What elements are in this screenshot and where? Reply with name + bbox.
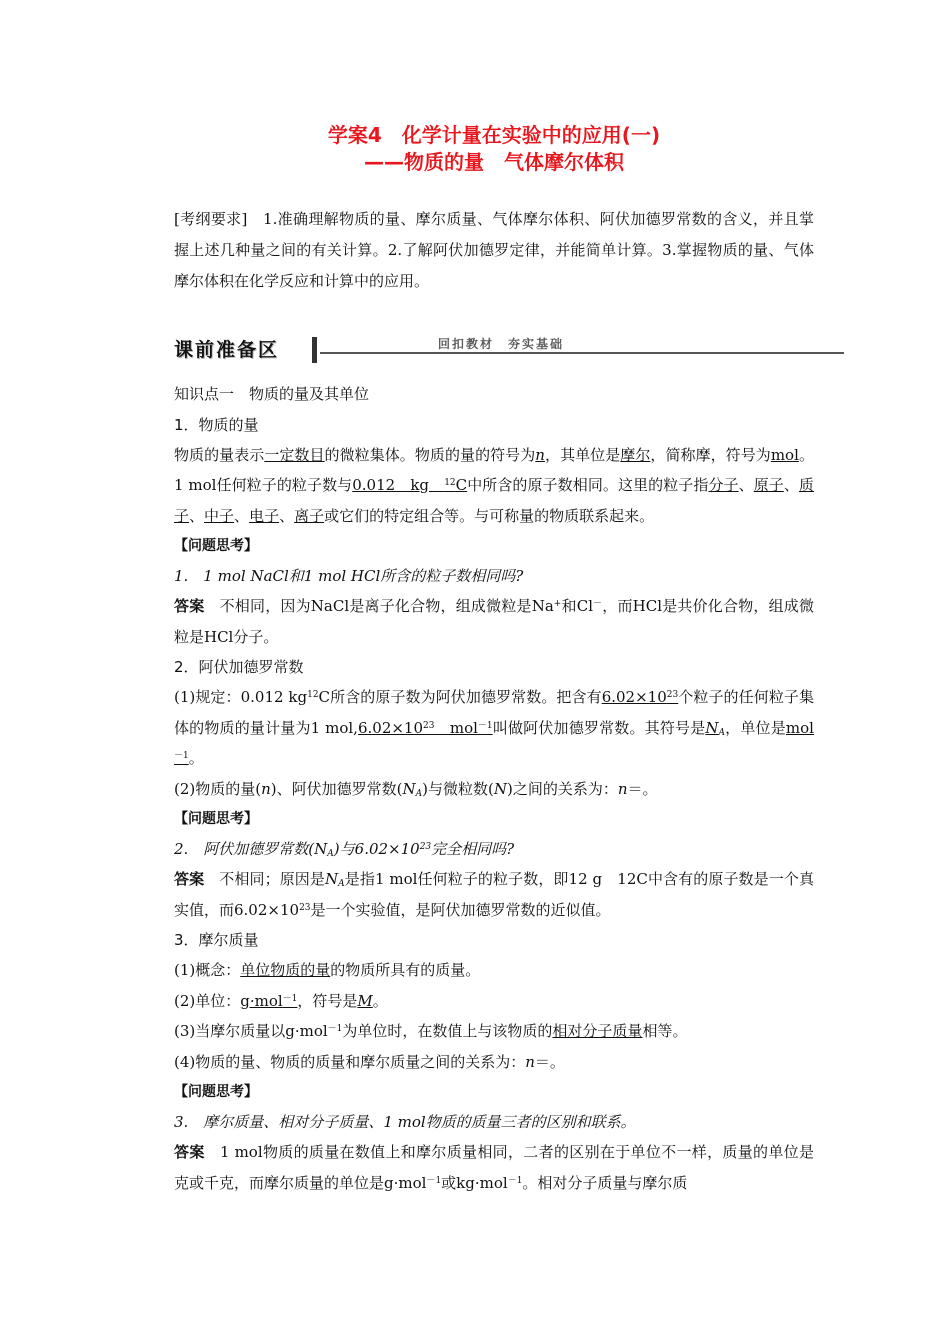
banner-rule [320, 352, 844, 354]
section-banner [174, 335, 844, 365]
banner-label: 课前准备区 [174, 339, 280, 361]
paragraph-avogadro-1: (1)规定：0.012 $kg^{12}C$所含的原子数为阿伏加德罗常数。把含有$6.02\times 10^{23}$个粒子的任何粒子集体的物质的量计量为1 $mol,6.02\times 10^{23}$ mol$^{-1}$叫做阿伏加德罗常数。其符号是$N_A$，单位是mol$^{-1}$。 [174, 688, 814, 767]
paragraph-molar-mass-4: (4)物质的量、物质的质量和摩尔质量之间的关系为：n＝。 [174, 1052, 565, 1071]
question-2: 2. 阿伏加德罗常数$(N_A)$与$6.02\times 10^{23}$完全相同吗? [174, 840, 515, 859]
paragraph-avogadro-2: (2)物质的量(n)、阿伏加德罗常数$(N_A)$与微粒数(N)之间的关系为：n＝。 [174, 779, 658, 799]
requirements-label: [考纲要求] [174, 210, 248, 228]
document-page [174, 122, 814, 1198]
requirements-text: 1.准确理解物质的量、摩尔质量、气体摩尔体积、阿伏加德罗常数的含义，并且掌握上述几种量之间的有关计算。2.了解阿伏加德罗定律，并能简单计算。3.掌握物质的量、气体摩尔体积在化学反应和计算中的应用。 [174, 210, 814, 290]
subheading-molar-mass: 3．摩尔质量 [174, 931, 259, 949]
question-3: 3. 摩尔质量、相对分子质量、1 mol物质的质量三者的区别和联系。 [174, 1113, 636, 1131]
question-label-3: 【问题思考】 [174, 1084, 258, 1100]
document-body [174, 379, 814, 1198]
banner-divider [312, 337, 317, 363]
title-line-1: 学案4 化学计量在实验中的应用(一) [327, 123, 661, 147]
knowledge-point-heading: 知识点一 物质的量及其单位 [174, 385, 370, 403]
exam-requirements [174, 204, 814, 297]
paragraph-molar-mass-3: (3)当摩尔质量以g·mol$^{-1}$为单位时，在数值上与该物质的相对分子质量相等。 [174, 1022, 688, 1040]
paragraph-molar-mass-1: (1)概念：单位物质的量的物质所具有的质量。 [174, 961, 481, 979]
banner-slogan: 回扣教材 夯实基础 [432, 335, 570, 352]
question-label-1: 【问题思考】 [174, 538, 258, 554]
paragraph-amount-of-substance: 物质的量表示一定数目的微粒集体。物质的量的符号为n，其单位是摩尔，简称摩，符号为mol。1 mol任何粒子的粒子数与0.012 kg $^{12}$C中所含的原子数相同。这里的粒子指分子、原子、质子、中子、电子、离子或它们的特定组合等。与可称量的物质联系起来。 [174, 445, 814, 525]
answer-1: 答案 不相同，因为NaCl是离子化合物，组成微粒是Na+和Cl－，而HCl是共价化合物，组成微粒是HCl分子。 [174, 597, 814, 646]
paragraph-molar-mass-2: (2)单位：g·mol$^{-1}$，符号是M。 [174, 991, 388, 1010]
document-title [174, 122, 814, 176]
subheading-amount-of-substance: 1．物质的量 [174, 415, 259, 434]
subheading-avogadro: 2．阿伏加德罗常数 [174, 658, 304, 676]
answer-2: 答案 不相同；原因是$N_A$是指1 mol任何粒子的粒子数，即12 g 12C中含有的原子数是一个真实值，而$6.02\times 10^{23}$是一个实验值，是阿伏加德罗常数的近似值。 [174, 870, 814, 919]
question-1: 1. 1 mol NaCl和1 mol HCl所含的粒子数相同吗? [174, 567, 524, 585]
answer-3: 答案 1 mol物质的质量在数值上和摩尔质量相同，二者的区别在于单位不一样，质量的单位是克或千克，而摩尔质量的单位是g·mol$^{-1}$或kg·mol$^{-1}$。相对分子质量与摩尔质 [174, 1143, 814, 1192]
question-label-2: 【问题思考】 [174, 811, 258, 827]
title-line-2: ——物质的量 气体摩尔体积 [364, 150, 624, 174]
